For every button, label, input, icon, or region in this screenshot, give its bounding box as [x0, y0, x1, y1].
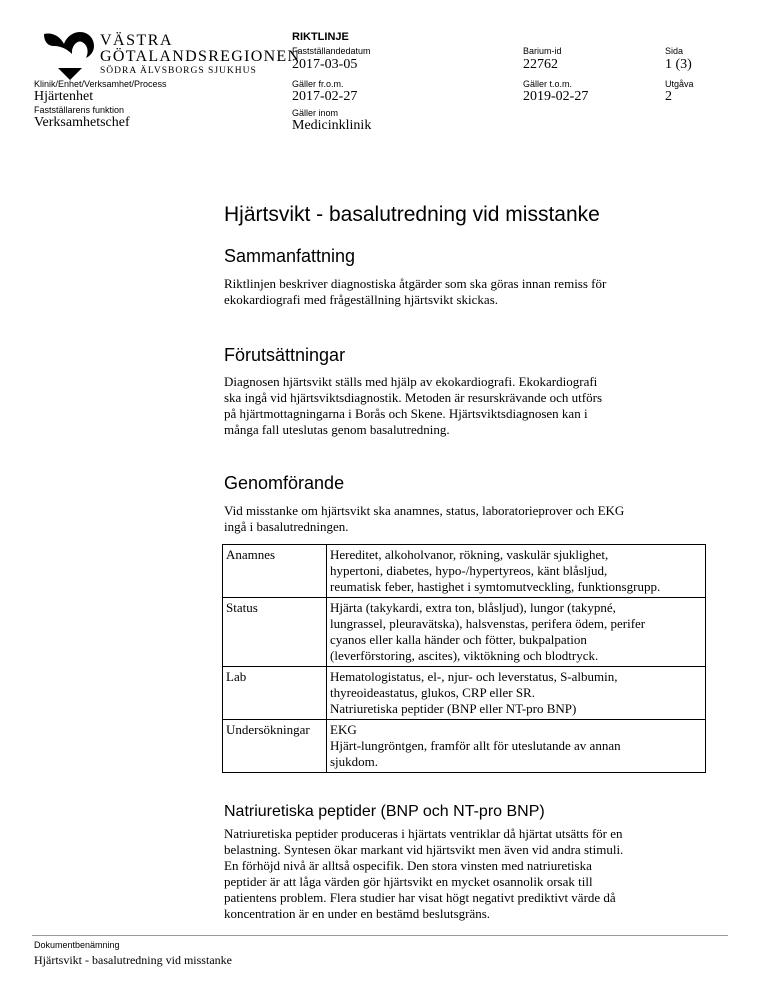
document-title: Hjärtsvikt - basalutredning vid misstanke — [224, 203, 600, 226]
row-line: EKG — [330, 722, 357, 737]
adopted-date-label: Fastställandedatum — [292, 46, 371, 56]
row-label-text: Status — [226, 600, 258, 615]
footer-divider — [32, 935, 728, 936]
unit-label: Klinik/Enhet/Verksamhet/Process — [34, 79, 167, 89]
row-label — [223, 545, 327, 598]
summary-heading: Sammanfattning — [224, 246, 356, 266]
valid-to-label: Gäller t.o.m. — [523, 79, 573, 89]
row-content — [327, 598, 706, 667]
valid-from-value: 2017-02-27 — [292, 89, 358, 104]
logo-line-3: SÖDRA ÄLVSBORGS SJUKHUS — [100, 66, 257, 76]
prerequisites-line: ska ingå vid hjärtsviktsdiagnostik. Metoden är resurskrävande och utförs — [224, 390, 602, 405]
prerequisites-line: många fall uteslutas genom basalutredning. — [224, 422, 450, 437]
role-value: Verksamhetschef — [34, 115, 130, 130]
table-row — [223, 598, 706, 667]
natriuretic-line: belastning. Syntesen ökar markant vid hjärtsvikt men även vid andra stimuli. — [224, 842, 624, 857]
natriuretic-line: peptider är att låga värden gör hjärtsvikt en mycket osannolik orsak till — [224, 874, 593, 889]
row-content — [327, 667, 706, 720]
row-label-text: Lab — [226, 669, 247, 684]
investigation-table — [222, 544, 706, 773]
logo-line-2: GÖTALANDSREGIONEN — [100, 48, 301, 65]
edition-label: Utgåva — [665, 79, 694, 89]
logo-line-1: VÄSTRA — [100, 32, 174, 49]
summary-text — [224, 276, 714, 308]
role-label: Fastställarens funktion — [34, 105, 125, 115]
footer-label: Dokumentbenämning — [34, 940, 120, 950]
summary-line: ekokardiografi med frågeställning hjärtsvikt skickas. — [224, 292, 499, 307]
row-line: cyanos eller kalla händer och fötter, bukpalpation — [330, 632, 587, 647]
row-line: Hjärta (takykardi, extra ton, blåsljud), lungor (takypné, — [330, 600, 616, 615]
unit-value: Hjärtenhet — [34, 89, 94, 104]
table-row — [223, 545, 706, 598]
edition-value: 2 — [665, 89, 672, 104]
scope-value: Medicinklinik — [292, 118, 372, 133]
valid-to-value: 2019-02-27 — [523, 89, 589, 104]
procedure-line: ingå i basalutredningen. — [224, 519, 349, 534]
row-line: thyreoideastatus, glukos, CRP eller SR. — [330, 685, 535, 700]
natriuretic-line: koncentration är en under en bestämd beslutsgräns. — [224, 906, 491, 921]
table-row — [223, 720, 706, 773]
natriuretic-line: Natriuretiska peptider produceras i hjärtats ventriklar då hjärtat utsätts för en — [224, 826, 623, 841]
table-row — [223, 667, 706, 720]
natriuretic-heading: Natriuretiska peptider (BNP och NT-pro BNP) — [224, 803, 545, 820]
valid-from-label: Gäller fr.o.m. — [292, 79, 344, 89]
row-line: sjukdom. — [330, 754, 379, 769]
row-label — [223, 667, 327, 720]
document-type: RIKTLINJE — [292, 31, 349, 43]
row-line: (leverförstoring, ascites), viktökning och blodtryck. — [330, 648, 599, 663]
natriuretic-line: En förhöjd nivå är alltså ospecifik. Den stora vinsten med natriuretiska — [224, 858, 592, 873]
page-value: 1 (3) — [665, 57, 692, 72]
scope-label: Gäller inom — [292, 108, 339, 118]
adopted-date-value: 2017-03-05 — [292, 57, 358, 72]
row-line: Natriuretiska peptider (BNP eller NT-pro BNP) — [330, 701, 577, 716]
natriuretic-line: patientens problem. Flera studier har visat högt negativt prediktivt värde då — [224, 890, 616, 905]
row-label — [223, 598, 327, 667]
organization-logo — [42, 28, 301, 86]
summary-line: Riktlinjen beskriver diagnostiska åtgärder som ska göras innan remiss för — [224, 276, 607, 291]
row-line: hypertoni, diabetes, hypo-/hypertyreos, känt blåsljud, — [330, 563, 608, 578]
prerequisites-heading: Förutsättningar — [224, 345, 346, 365]
row-label — [223, 720, 327, 773]
natriuretic-text — [224, 826, 714, 922]
prerequisites-line: Diagnosen hjärtsvikt ställs med hjälp av ekokardiografi. Ekokardiografi — [224, 374, 598, 389]
row-line: Hereditet, alkoholvanor, rökning, vaskulär sjuklighet, — [330, 547, 609, 562]
barium-id-value: 22762 — [523, 57, 558, 72]
row-content — [327, 720, 706, 773]
procedure-line: Vid misstanke om hjärtsvikt ska anamnes, status, laboratorieprover och EKG — [224, 503, 625, 518]
prerequisites-text — [224, 374, 714, 438]
row-line: Hjärt-lungröntgen, framför allt för uteslutande av annan — [330, 738, 621, 753]
barium-id-label: Barium-id — [523, 46, 562, 56]
procedure-heading: Genomförande — [224, 473, 345, 493]
prerequisites-line: på hjärtmottagningarna i Borås och Skene. Hjärtsviktsdiagnosen kan i — [224, 406, 588, 421]
procedure-text — [224, 503, 714, 535]
row-line: Hematologistatus, el-, njur- och leverstatus, S-albumin, — [330, 669, 618, 684]
row-label-text: Undersökningar — [226, 722, 310, 737]
row-line: lungrassel, pleuravätska), halsvenstas, perifera ödem, perifer — [330, 616, 646, 631]
page-label: Sida — [665, 46, 684, 56]
vgr-swan-logo-icon — [42, 28, 98, 82]
row-line: reumatisk feber, hastighet i symtomutveckling, funktionsgrupp. — [330, 579, 661, 594]
row-label-text: Anamnes — [226, 547, 276, 562]
row-content — [327, 545, 706, 598]
footer-document-name: Hjärtsvikt - basalutredning vid misstanke — [34, 953, 232, 967]
